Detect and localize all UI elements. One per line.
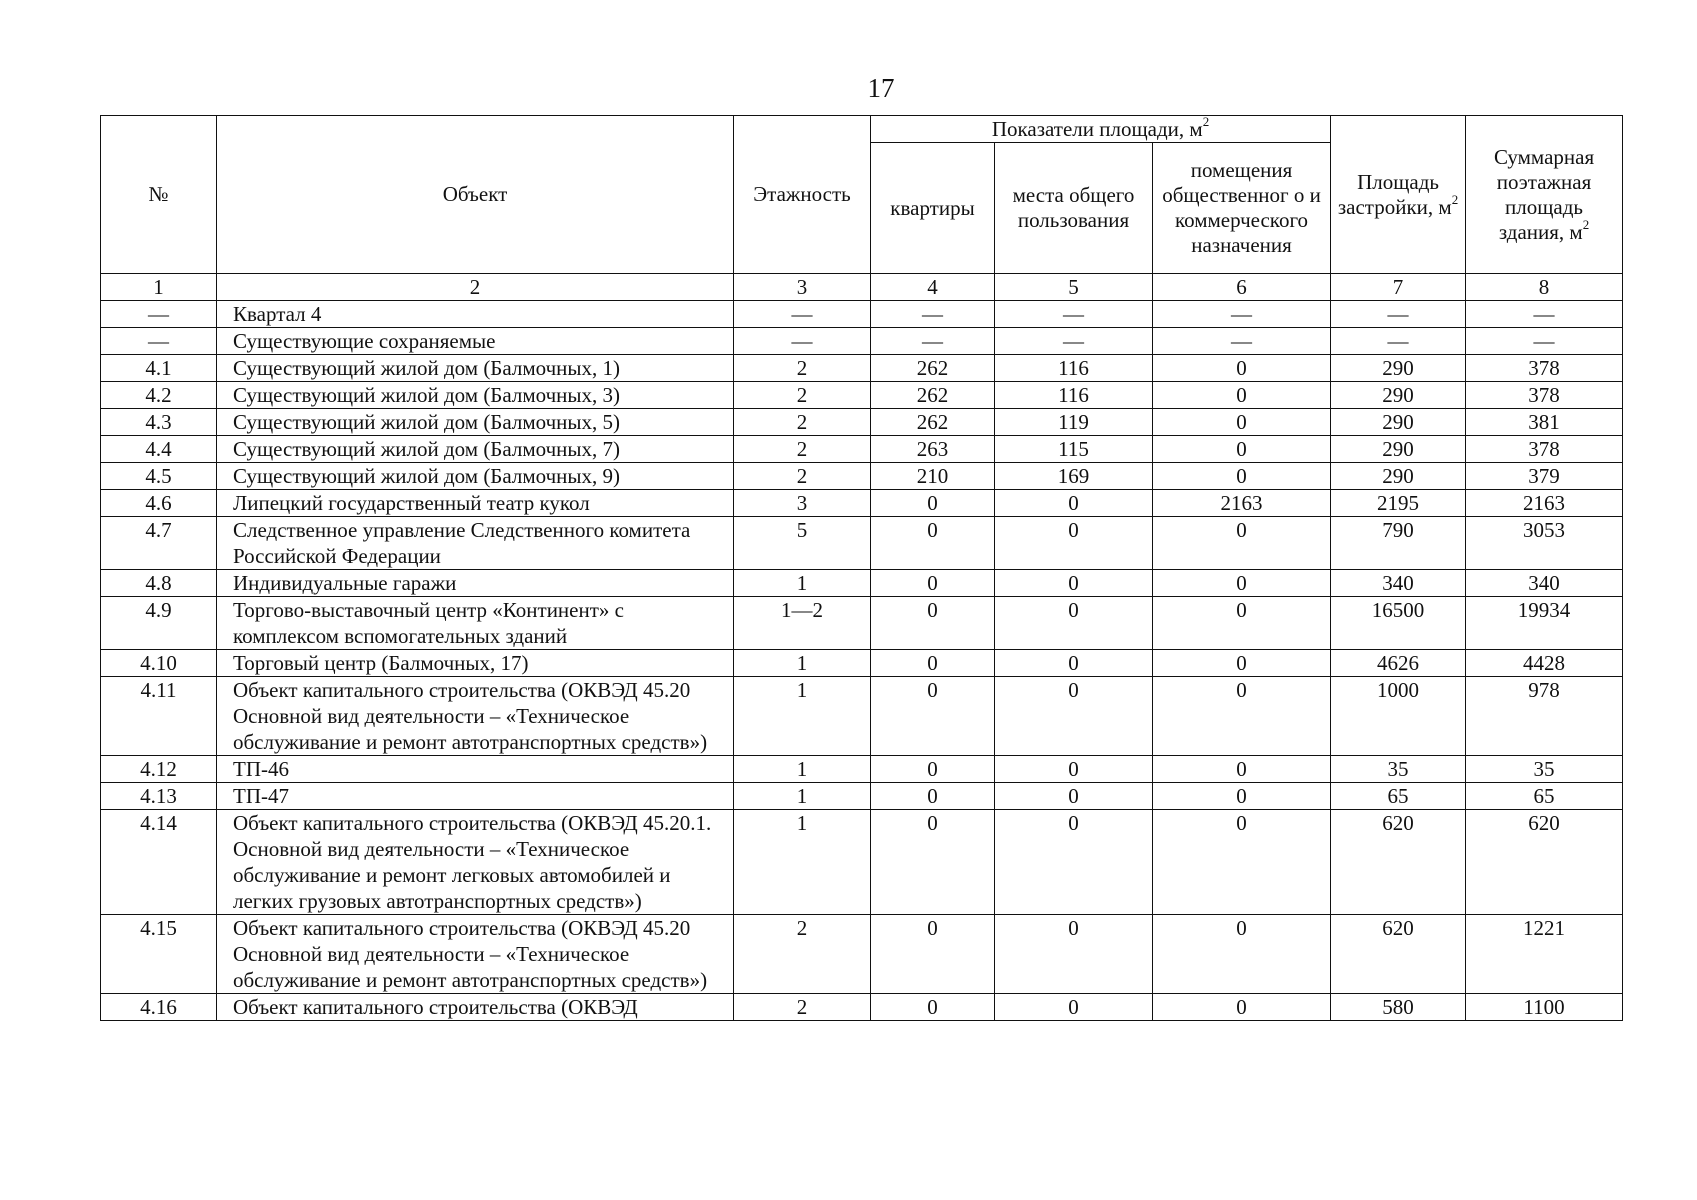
cell-commercial: — xyxy=(1153,328,1331,355)
cell-num: 4.10 xyxy=(101,650,217,677)
cell-num: 4.14 xyxy=(101,810,217,915)
table-row xyxy=(101,409,1623,436)
cell-commercial: 0 xyxy=(1153,597,1331,650)
cell-object: Объект капитального строительства (ОКВЭД 45.20.1. Основной вид деятельности – «Техническое обслуживание и ремонт легковых автомобилей и легких грузовых автотранспортных средств») xyxy=(217,810,734,915)
header-footprint-sup: 2 xyxy=(1451,191,1459,207)
cell-commercial: 0 xyxy=(1153,650,1331,677)
cell-footprint: 340 xyxy=(1331,570,1466,597)
cell-floors: 1—2 xyxy=(734,597,871,650)
cell-commercial: 0 xyxy=(1153,677,1331,756)
cell-common: 169 xyxy=(995,463,1153,490)
cell-apartments: — xyxy=(871,328,995,355)
cell-object: Существующий жилой дом (Балмочных, 7) xyxy=(217,436,734,463)
table-row xyxy=(101,677,1623,756)
cell-floors: 3 xyxy=(734,490,871,517)
table-row xyxy=(101,463,1623,490)
column-number: 7 xyxy=(1331,274,1466,301)
table-row xyxy=(101,436,1623,463)
cell-footprint: 290 xyxy=(1331,355,1466,382)
cell-footprint: 2195 xyxy=(1331,490,1466,517)
table-body xyxy=(101,274,1623,1021)
cell-floors: 5 xyxy=(734,517,871,570)
cell-total: 3053 xyxy=(1466,517,1623,570)
cell-apartments: 0 xyxy=(871,810,995,915)
cell-object: Существующий жилой дом (Балмочных, 1) xyxy=(217,355,734,382)
cell-commercial: 0 xyxy=(1153,409,1331,436)
table-row xyxy=(101,783,1623,810)
cell-commercial: 0 xyxy=(1153,810,1331,915)
cell-floors: 2 xyxy=(734,994,871,1021)
cell-object: ТП-46 xyxy=(217,756,734,783)
cell-object: Следственное управление Следственного комитета Российской Федерации xyxy=(217,517,734,570)
header-area-group-sup: 2 xyxy=(1202,113,1210,129)
cell-footprint: 620 xyxy=(1331,915,1466,994)
cell-floors: 2 xyxy=(734,355,871,382)
cell-object: ТП-47 xyxy=(217,783,734,810)
cell-object: Квартал 4 xyxy=(217,301,734,328)
cell-common: 0 xyxy=(995,783,1153,810)
table-row xyxy=(101,994,1623,1021)
cell-num: 4.8 xyxy=(101,570,217,597)
cell-total: 978 xyxy=(1466,677,1623,756)
header-total-label: Суммарная поэтажная площадь здания, м xyxy=(1493,144,1595,244)
cell-num: 4.16 xyxy=(101,994,217,1021)
header-common: места общего пользования xyxy=(995,143,1153,274)
cell-commercial: 0 xyxy=(1153,436,1331,463)
cell-num: 4.4 xyxy=(101,436,217,463)
cell-apartments: 0 xyxy=(871,677,995,756)
cell-commercial: 2163 xyxy=(1153,490,1331,517)
cell-commercial: — xyxy=(1153,301,1331,328)
cell-footprint: 580 xyxy=(1331,994,1466,1021)
cell-commercial: 0 xyxy=(1153,355,1331,382)
header-area-group-label: Показатели площади, м xyxy=(991,116,1203,141)
cell-apartments: — xyxy=(871,301,995,328)
buildings-table-wrapper xyxy=(100,115,1622,1021)
header-object: Объект xyxy=(217,116,734,274)
cell-num: 4.1 xyxy=(101,355,217,382)
cell-object: Существующий жилой дом (Балмочных, 5) xyxy=(217,409,734,436)
cell-num: 4.13 xyxy=(101,783,217,810)
header-total xyxy=(1466,116,1623,274)
cell-apartments: 0 xyxy=(871,783,995,810)
cell-floors: 1 xyxy=(734,783,871,810)
cell-object: Липецкий государственный театр кукол xyxy=(217,490,734,517)
header-area-group xyxy=(871,113,1331,143)
cell-commercial: 0 xyxy=(1153,382,1331,409)
cell-object: Индивидуальные гаражи xyxy=(217,570,734,597)
table-row xyxy=(101,490,1623,517)
cell-apartments: 0 xyxy=(871,994,995,1021)
cell-commercial: 0 xyxy=(1153,570,1331,597)
cell-total: 65 xyxy=(1466,783,1623,810)
cell-footprint: 35 xyxy=(1331,756,1466,783)
cell-num: 4.12 xyxy=(101,756,217,783)
cell-floors: 1 xyxy=(734,810,871,915)
cell-footprint: 4626 xyxy=(1331,650,1466,677)
column-number: 8 xyxy=(1466,274,1623,301)
cell-total: 4428 xyxy=(1466,650,1623,677)
cell-floors: — xyxy=(734,328,871,355)
column-number: 2 xyxy=(217,274,734,301)
cell-common: 0 xyxy=(995,810,1153,915)
cell-commercial: 0 xyxy=(1153,915,1331,994)
buildings-table xyxy=(100,115,1623,1021)
cell-common: 0 xyxy=(995,597,1153,650)
cell-apartments: 262 xyxy=(871,355,995,382)
cell-num: 4.15 xyxy=(101,915,217,994)
cell-object: Объект капитального строительства (ОКВЭД 45.20 Основной вид деятельности – «Техническое обслуживание и ремонт автотранспортных средств») xyxy=(217,915,734,994)
cell-common: 116 xyxy=(995,355,1153,382)
cell-floors: — xyxy=(734,301,871,328)
cell-floors: 2 xyxy=(734,382,871,409)
table-row xyxy=(101,915,1623,994)
cell-apartments: 262 xyxy=(871,409,995,436)
cell-floors: 1 xyxy=(734,650,871,677)
cell-total: 1100 xyxy=(1466,994,1623,1021)
cell-common: 0 xyxy=(995,677,1153,756)
cell-commercial: 0 xyxy=(1153,463,1331,490)
column-number: 4 xyxy=(871,274,995,301)
cell-footprint: — xyxy=(1331,301,1466,328)
cell-total: 378 xyxy=(1466,355,1623,382)
cell-num: 4.2 xyxy=(101,382,217,409)
cell-common: 119 xyxy=(995,409,1153,436)
table-row xyxy=(101,810,1623,915)
cell-apartments: 263 xyxy=(871,436,995,463)
cell-common: 0 xyxy=(995,915,1153,994)
cell-common: — xyxy=(995,301,1153,328)
cell-object: Существующий жилой дом (Балмочных, 3) xyxy=(217,382,734,409)
column-number: 5 xyxy=(995,274,1153,301)
cell-num: 4.11 xyxy=(101,677,217,756)
table-row xyxy=(101,570,1623,597)
cell-floors: 2 xyxy=(734,915,871,994)
column-number: 6 xyxy=(1153,274,1331,301)
header-commercial: помещения общественног о и коммерческого назначения xyxy=(1153,143,1331,274)
cell-total: 378 xyxy=(1466,382,1623,409)
header-apartments: квартиры xyxy=(871,143,995,274)
cell-commercial: 0 xyxy=(1153,994,1331,1021)
cell-footprint: 790 xyxy=(1331,517,1466,570)
cell-footprint: — xyxy=(1331,328,1466,355)
cell-footprint: 290 xyxy=(1331,409,1466,436)
cell-object: Торгово-выставочный центр «Континент» с комплексом вспомогательных зданий xyxy=(217,597,734,650)
cell-apartments: 0 xyxy=(871,650,995,677)
table-row xyxy=(101,301,1623,328)
cell-num: — xyxy=(101,301,217,328)
cell-floors: 1 xyxy=(734,570,871,597)
header-total-sup: 2 xyxy=(1582,216,1590,232)
cell-apartments: 0 xyxy=(871,570,995,597)
cell-floors: 2 xyxy=(734,409,871,436)
cell-common: 0 xyxy=(995,756,1153,783)
cell-total: 378 xyxy=(1466,436,1623,463)
cell-num: 4.3 xyxy=(101,409,217,436)
cell-total: 620 xyxy=(1466,810,1623,915)
table-row xyxy=(101,597,1623,650)
cell-common: 0 xyxy=(995,994,1153,1021)
cell-total: 340 xyxy=(1466,570,1623,597)
cell-apartments: 0 xyxy=(871,490,995,517)
cell-total: — xyxy=(1466,301,1623,328)
cell-num: 4.9 xyxy=(101,597,217,650)
cell-common: 115 xyxy=(995,436,1153,463)
cell-footprint: 1000 xyxy=(1331,677,1466,756)
header-footprint-label: Площадь застройки, м xyxy=(1337,169,1452,219)
table-row xyxy=(101,650,1623,677)
cell-commercial: 0 xyxy=(1153,756,1331,783)
cell-num: 4.7 xyxy=(101,517,217,570)
cell-apartments: 0 xyxy=(871,915,995,994)
table-row xyxy=(101,355,1623,382)
cell-footprint: 65 xyxy=(1331,783,1466,810)
table-row xyxy=(101,517,1623,570)
cell-footprint: 290 xyxy=(1331,436,1466,463)
cell-object: Объект капитального строительства (ОКВЭД xyxy=(217,994,734,1021)
cell-num: 4.6 xyxy=(101,490,217,517)
cell-total: 19934 xyxy=(1466,597,1623,650)
cell-total: 2163 xyxy=(1466,490,1623,517)
cell-total: 35 xyxy=(1466,756,1623,783)
column-number-row xyxy=(101,274,1623,301)
cell-footprint: 16500 xyxy=(1331,597,1466,650)
table-row xyxy=(101,328,1623,355)
header-footprint xyxy=(1331,116,1466,274)
cell-footprint: 290 xyxy=(1331,463,1466,490)
cell-floors: 2 xyxy=(734,463,871,490)
cell-footprint: 290 xyxy=(1331,382,1466,409)
cell-common: 0 xyxy=(995,517,1153,570)
cell-apartments: 262 xyxy=(871,382,995,409)
cell-num: 4.5 xyxy=(101,463,217,490)
cell-apartments: 0 xyxy=(871,756,995,783)
cell-commercial: 0 xyxy=(1153,783,1331,810)
cell-apartments: 0 xyxy=(871,517,995,570)
cell-apartments: 0 xyxy=(871,597,995,650)
cell-common: — xyxy=(995,328,1153,355)
cell-apartments: 210 xyxy=(871,463,995,490)
column-number: 3 xyxy=(734,274,871,301)
cell-common: 0 xyxy=(995,650,1153,677)
cell-total: 1221 xyxy=(1466,915,1623,994)
cell-object: Существующий жилой дом (Балмочных, 9) xyxy=(217,463,734,490)
cell-num: — xyxy=(101,328,217,355)
header-num: № xyxy=(101,116,217,274)
cell-total: 379 xyxy=(1466,463,1623,490)
cell-total: — xyxy=(1466,328,1623,355)
page-number: 17 xyxy=(867,73,895,103)
cell-common: 116 xyxy=(995,382,1153,409)
cell-footprint: 620 xyxy=(1331,810,1466,915)
cell-commercial: 0 xyxy=(1153,517,1331,570)
table-row xyxy=(101,756,1623,783)
table-row xyxy=(101,382,1623,409)
cell-floors: 2 xyxy=(734,436,871,463)
cell-common: 0 xyxy=(995,570,1153,597)
column-number: 1 xyxy=(101,274,217,301)
cell-object: Торговый центр (Балмочных, 17) xyxy=(217,650,734,677)
cell-object: Объект капитального строительства (ОКВЭД 45.20 Основной вид деятельности – «Техническое обслуживание и ремонт автотранспортных средств») xyxy=(217,677,734,756)
cell-object: Существующие сохраняемые xyxy=(217,328,734,355)
cell-total: 381 xyxy=(1466,409,1623,436)
cell-common: 0 xyxy=(995,490,1153,517)
cell-floors: 1 xyxy=(734,756,871,783)
header-floors: Этажность xyxy=(734,116,871,274)
cell-floors: 1 xyxy=(734,677,871,756)
